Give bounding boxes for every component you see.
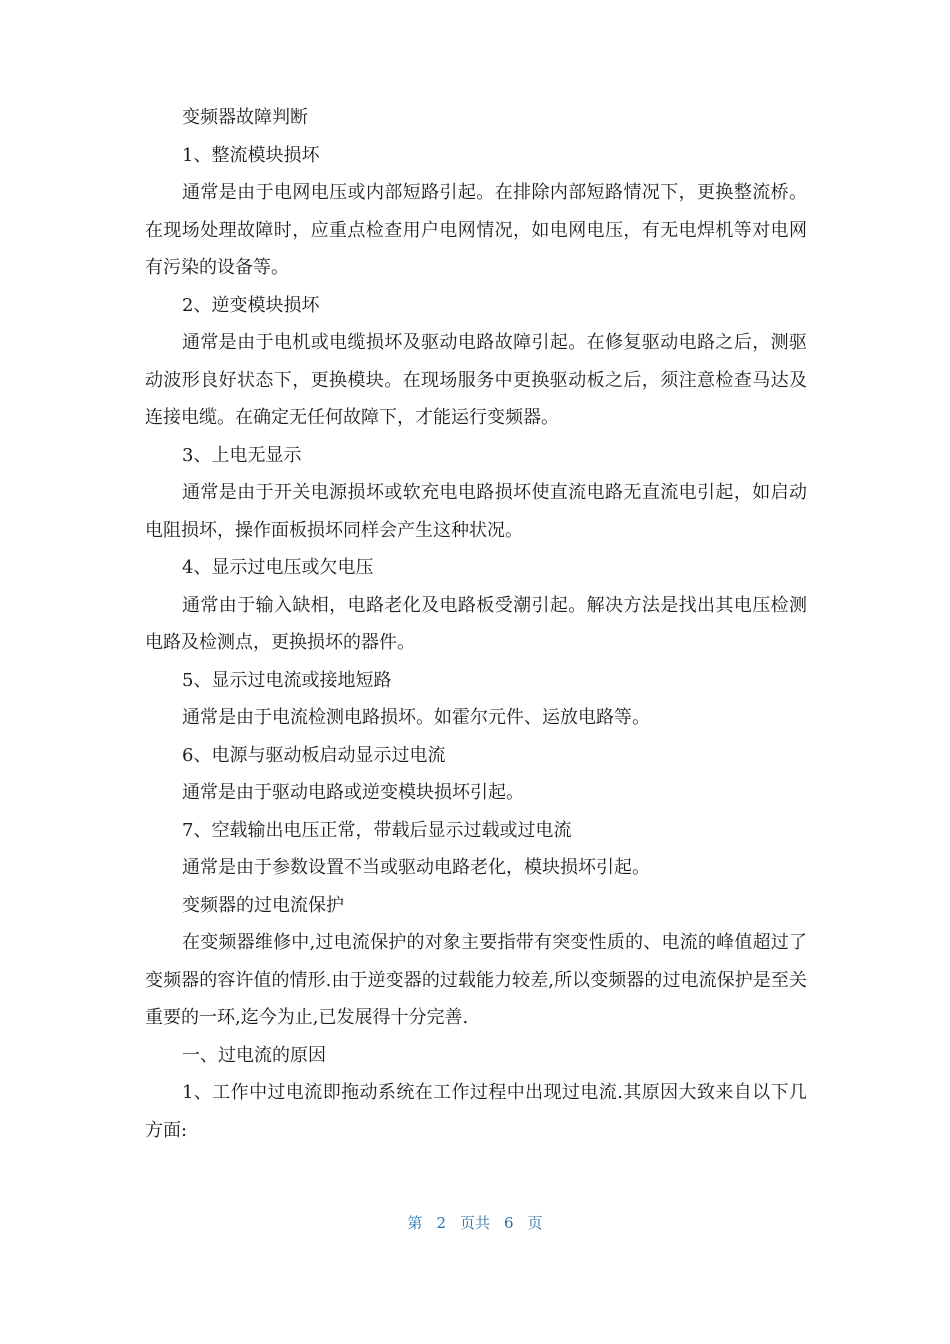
item-overcurrent-ground: 5、显示过电流或接地短路 [182, 669, 392, 691]
heading-overcurrent-causes: 一、过电流的原因 [182, 1044, 326, 1066]
footer-total-pages: 6 [504, 1214, 514, 1232]
document-body [145, 99, 807, 1149]
paragraph-load-overcurrent: 通常是由于参数设置不当或驱动电路老化，模块损坏引起。 [182, 857, 650, 878]
paragraph-no-display: 通常是由于开关电源损坏或软充电电路损坏使直流电路无直流电引起，如启动电阻损坏，操作面板损坏同样会产生这种状况。 [145, 482, 807, 541]
paragraph-overcurrent-protection: 在变频器维修中,过电流保护的对象主要指带有突变性质的、电流的峰值超过了变频器的容许值的情形.由于逆变器的过载能力较差,所以变频器的过电流保护是至关重要的一环,迄今为止,已发展得十分完善. [145, 932, 807, 1028]
heading-overcurrent-protection: 变频器的过电流保护 [182, 894, 344, 916]
paragraph-startup-overcurrent: 通常是由于驱动电路或逆变模块损坏引起。 [182, 782, 524, 803]
footer-middle: 页共 [459, 1214, 490, 1232]
page-footer [0, 1212, 950, 1233]
item-voltage-fault: 4、显示过电压或欠电压 [182, 557, 374, 578]
paragraph-inverter-damage: 通常是由于电机或电缆损坏及驱动电路故障引起。在修复驱动电路之后，测驱动波形良好状态下，更换模块。在现场服务中更换驱动板之后，须注意检查马达及连接电缆。在确定无任何故障下，才能运行变频器。 [145, 332, 807, 428]
footer-suffix: 页 [527, 1214, 543, 1232]
footer-prefix: 第 [407, 1214, 423, 1232]
item-no-display: 3、上电无显示 [182, 444, 302, 466]
footer-page-number: 2 [436, 1214, 446, 1232]
item-load-overcurrent: 7、空载输出电压正常，带载后显示过载或过电流 [182, 819, 572, 841]
paragraph-overcurrent-ground: 通常是由于电流检测电路损坏。如霍尔元件、运放电路等。 [182, 707, 650, 728]
heading-fault-diagnosis: 变频器故障判断 [182, 107, 308, 128]
paragraph-working-overcurrent: 1、工作中过电流即拖动系统在工作过程中出现过电流.其原因大致来自以下几方面: [145, 1082, 807, 1141]
item-rectifier-damage: 1、整流模块损坏 [182, 144, 320, 166]
paragraph-rectifier-damage: 通常是由于电网电压或内部短路引起。在排除内部短路情况下，更换整流桥。在现场处理故障时，应重点检查用户电网情况，如电网电压，有无电焊机等对电网有污染的设备等。 [145, 182, 807, 278]
paragraph-voltage-fault: 通常由于输入缺相，电路老化及电路板受潮引起。解决方法是找出其电压检测电路及检测点，更换损坏的器件。 [145, 594, 807, 653]
item-startup-overcurrent: 6、电源与驱动板启动显示过电流 [182, 744, 446, 766]
item-inverter-damage: 2、逆变模块损坏 [182, 294, 320, 316]
